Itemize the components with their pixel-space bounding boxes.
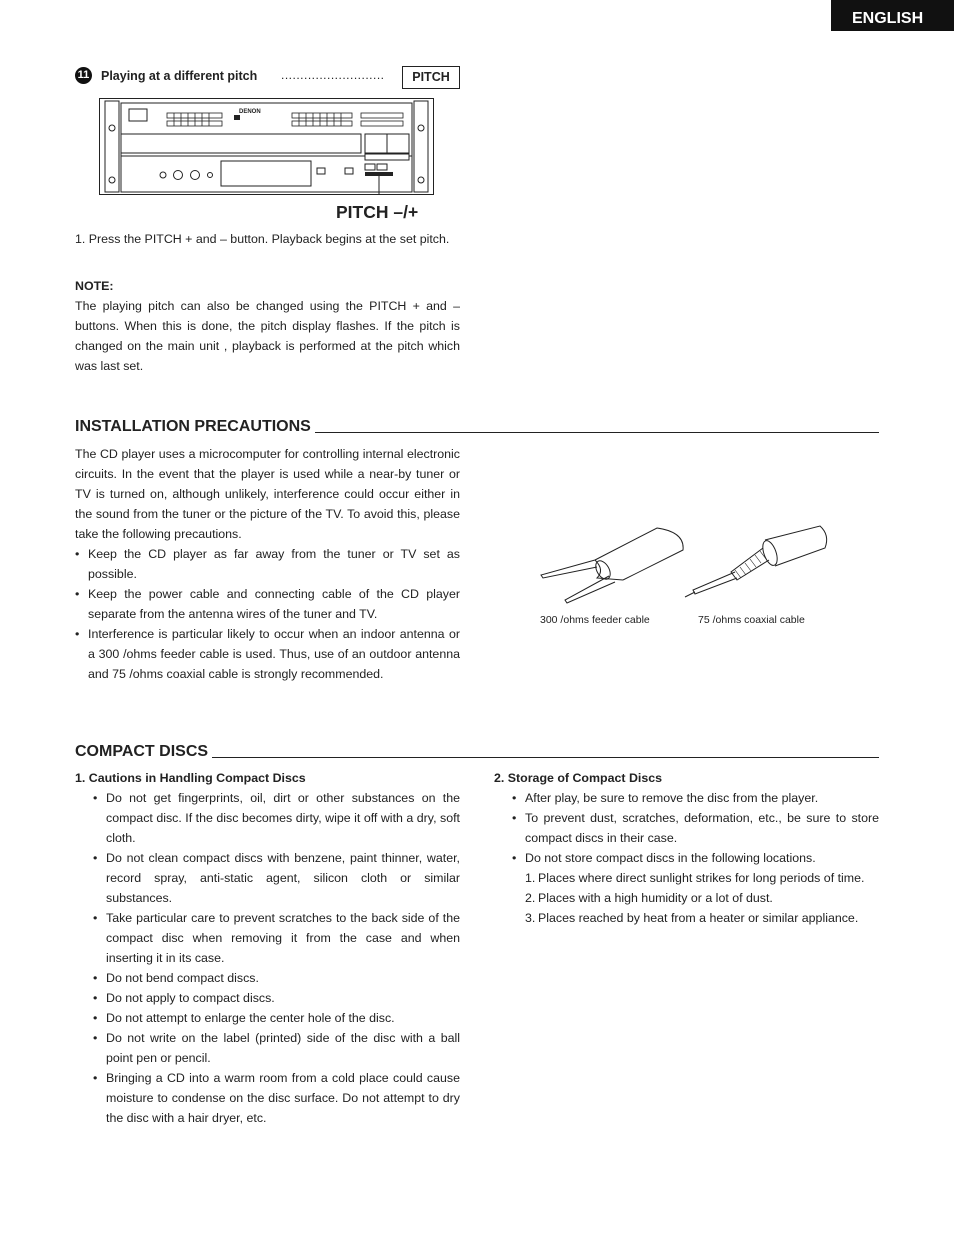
list-item: • Bringing a CD into a warm room from a cold place could cause moisture to condense on the disc surface. Do not attempt to dry the disc with a hair dryer, etc. xyxy=(93,1071,460,1125)
pitch-callout-label: PITCH –/+ xyxy=(336,202,419,222)
coaxial-cable-caption: 75 /ohms coaxial cable xyxy=(698,614,805,626)
pitch-section-header xyxy=(75,66,460,90)
list-item: • Do not write on the label (printed) side of the disc with a ball point pen or pencil. xyxy=(93,1031,460,1065)
compact-discs-heading xyxy=(75,743,879,761)
storage-column xyxy=(494,768,879,928)
list-item: • Do not clean compact discs with benzene, paint thinner, water, record spray, anti-static agent, silicon cloth or similar substances. xyxy=(93,851,460,905)
list-item: 3. Places reached by heat from a heater or similar appliance. xyxy=(525,911,859,925)
note-text: The playing pitch can also be changed using the PITCH + and – buttons. When this is done, the pitch display flashes. If the pitch is changed on the main unit , playback is performed at the pitch which was last set. xyxy=(75,299,460,373)
storage-bullets xyxy=(512,788,879,868)
note-label: NOTE: xyxy=(75,279,114,293)
handling-heading: 1. Cautions in Handling Compact Discs xyxy=(75,771,306,785)
handling-bullets xyxy=(93,788,460,1128)
list-item: • After play, be sure to remove the disc from the player. xyxy=(512,791,819,805)
section-title-text: COMPACT DISCS xyxy=(75,743,209,760)
storage-heading: 2. Storage of Compact Discs xyxy=(494,771,663,785)
feeder-cable-caption: 300 /ohms feeder cable xyxy=(540,614,650,626)
heading-rule xyxy=(212,757,879,758)
installation-precautions-heading xyxy=(75,418,879,436)
list-item: • Do not apply to compact discs. xyxy=(93,991,275,1005)
pitch-step-1: 1. Press the PITCH + and – button. Playback begins at the set pitch. xyxy=(75,232,450,246)
list-item: 1. Places where direct sunlight strikes for long periods of time. xyxy=(525,871,865,885)
section-title-text: INSTALLATION PRECAUTIONS xyxy=(75,418,311,435)
list-item: • Take particular care to prevent scratches to the back side of the compact disc when removing it from the case and when inserting it in its case. xyxy=(93,911,460,965)
list-item: 2. Places with a high humidity or a lot of dust. xyxy=(525,891,773,905)
device-brand-label: DENON xyxy=(239,109,261,115)
list-item: • Do not bend compact discs. xyxy=(93,971,259,985)
installation-intro: The CD player uses a microcomputer for controlling internal electronic circuits. In the event that the player is used while a near-by tuner or TV is turned on, although unlikely, interference could occur either in the sound from the tuner or the picture of the TV. To avoid this, please take the following precautions. xyxy=(75,447,460,541)
list-item: • Keep the CD player as far away from the tuner or TV set as possible. xyxy=(75,547,460,581)
section-number-badge: 11 xyxy=(75,67,92,84)
list-item: • Do not attempt to enlarge the center hole of the disc. xyxy=(93,1011,395,1025)
installation-body xyxy=(75,444,460,684)
list-item: • To prevent dust, scratches, deformation, etc., be sure to store compact discs in their case. xyxy=(512,811,879,845)
cd-player-front-panel-illustration xyxy=(99,98,434,195)
heading-rule xyxy=(315,432,879,433)
list-item: • Do not get fingerprints, oil, dirt or other substances on the compact disc. If the disc becomes dirty, wipe it off with a dry, soft cloth. xyxy=(93,791,460,845)
pitch-section-title: Playing at a different pitch xyxy=(101,69,258,83)
list-item: • Keep the power cable and connecting cable of the CD player separate from the antenna wires of the tuner and TV. xyxy=(75,587,460,621)
language-tab: ENGLISH xyxy=(831,0,954,31)
antenna-cables-illustration xyxy=(535,520,835,610)
list-item: • Interference is particular likely to occur when an indoor antenna or a 300 /ohms feeder cable is used. Thus, use of an outdoor antenna and 75 /ohms coaxial cable is strongly recommended. xyxy=(75,627,460,681)
list-item: • Do not store compact discs in the following locations. xyxy=(512,851,816,865)
storage-locations xyxy=(525,868,879,928)
leader-dots: ........................... xyxy=(281,68,385,82)
pitch-button-label: PITCH xyxy=(402,66,460,89)
handling-column xyxy=(75,768,460,1128)
installation-bullets xyxy=(75,544,460,684)
